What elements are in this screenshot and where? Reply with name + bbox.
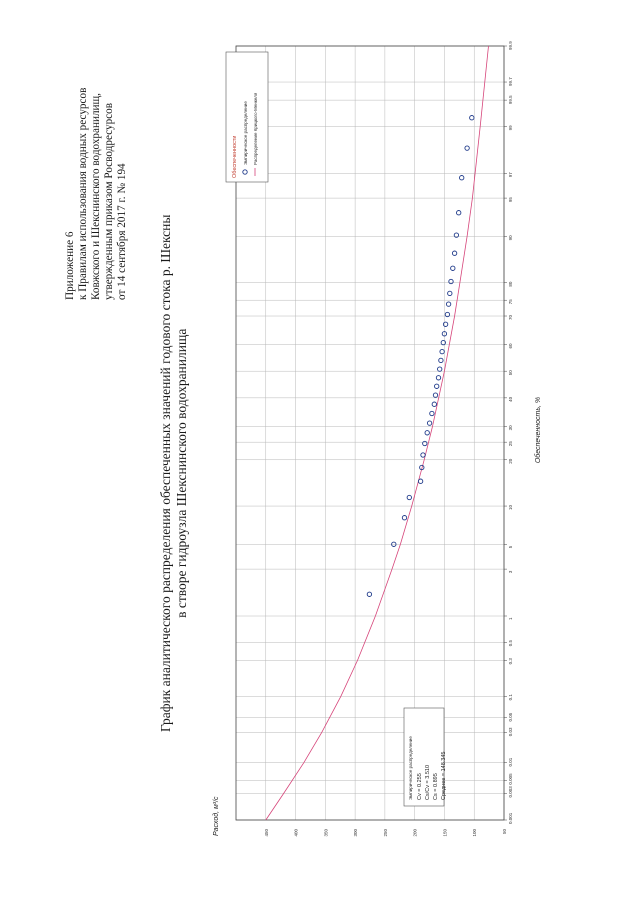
x-tick-label: 20 <box>508 458 513 464</box>
x-tick-label: 10 <box>508 505 513 511</box>
x-tick-label: 3 <box>508 570 513 574</box>
y-axis-label: Расход, м³/с <box>213 796 220 836</box>
theoretical-curve <box>266 46 489 820</box>
empirical-point <box>418 479 422 483</box>
legend-title: Обеспеченности <box>232 135 238 178</box>
appendix-line: к Правилам использования водных ресурсов <box>77 87 89 300</box>
empirical-point <box>448 291 452 295</box>
legend-entry-empirical: Эмпирическое распределение <box>243 101 248 165</box>
empirical-point <box>438 367 442 371</box>
y-tick-label: 100 <box>472 829 478 837</box>
y-tick-label: 50 <box>502 829 507 835</box>
x-tick-label: 0.01 <box>508 757 513 767</box>
x-tick-label: 25 <box>508 441 513 447</box>
y-tick-labels <box>264 829 507 837</box>
x-tick-label: 99.5 <box>508 95 513 105</box>
x-tick-label: 95 <box>508 197 513 203</box>
appendix-line: утвержденным приказом Росводресурсов <box>103 102 115 300</box>
empirical-point <box>470 116 474 120</box>
x-tick-label: 0.03 <box>508 727 513 737</box>
empirical-point <box>435 384 439 388</box>
x-tick-label: 5 <box>508 545 513 549</box>
empirical-point <box>465 146 469 150</box>
empirical-point <box>460 176 464 180</box>
y-tick-label: 200 <box>412 829 418 837</box>
x-tick-label: 0.3 <box>508 658 513 665</box>
empirical-point <box>454 233 458 237</box>
x-tick-label: 0.5 <box>508 639 513 647</box>
stat-cs: Cs = 0.895 <box>433 773 439 800</box>
chart-title-line2: в створе гидроузла Шекснинского водохранилища <box>174 328 189 618</box>
x-tick-label: 99.7 <box>508 77 513 87</box>
x-tick-label: 99.9 <box>508 41 513 50</box>
y-tick-label: 300 <box>353 829 359 837</box>
y-tick-label: 400 <box>293 829 299 837</box>
stats-box <box>404 708 447 806</box>
y-tick-label: 150 <box>442 829 448 837</box>
x-tick-label: 0.003 <box>508 786 513 798</box>
plot-frame <box>236 46 504 820</box>
appendix-line: от 14 сентября 2017 г. № 194 <box>116 163 128 300</box>
empirical-point <box>449 279 453 283</box>
y-tick-label: 250 <box>382 829 388 837</box>
x-tick-label: 0.1 <box>508 694 513 701</box>
empirical-point <box>433 393 437 397</box>
chart-title-line1: График аналитического распределения обеспеченных значений годового стока р. Шексны <box>158 214 173 732</box>
x-tick-labels <box>504 41 513 824</box>
stats-title: Эмпирическое распределение <box>408 736 413 800</box>
empirical-point <box>452 251 456 255</box>
legend-entry-curve: Распределение Крицкого-Менкеля <box>253 92 258 165</box>
empirical-point <box>425 431 429 435</box>
empirical-point <box>407 495 411 499</box>
appendix-line: Приложение 6 <box>64 231 76 300</box>
empirical-point <box>441 340 445 344</box>
x-tick-label: 0.05 <box>508 712 513 722</box>
empirical-point <box>440 349 444 353</box>
empirical-point <box>436 376 440 380</box>
x-tick-label: 60 <box>508 343 513 349</box>
x-tick-label: 40 <box>508 396 513 402</box>
appendix-line: Ковжского и Шекснинского водохранилищ, <box>90 93 102 300</box>
empirical-point <box>439 358 443 362</box>
empirical-point <box>432 402 436 406</box>
x-tick-label: 1 <box>508 617 513 621</box>
x-tick-label: 80 <box>508 281 513 287</box>
empirical-point <box>430 411 434 415</box>
empirical-point <box>457 211 461 215</box>
x-tick-label: 30 <box>508 425 513 431</box>
empirical-point <box>446 302 450 306</box>
x-tick-label: 99 <box>508 125 513 131</box>
empirical-point <box>451 266 455 270</box>
x-tick-label: 0.001 <box>508 812 513 824</box>
x-axis-label: Обеспеченность, % <box>535 396 542 464</box>
chart-grid <box>236 46 504 820</box>
empirical-point <box>402 516 406 520</box>
stat-cv: Cv = 0.255 <box>417 773 423 800</box>
x-tick-label: 50 <box>508 370 513 376</box>
empirical-points <box>367 116 474 597</box>
empirical-point <box>367 592 371 596</box>
legend <box>226 52 268 182</box>
y-tick-label: 350 <box>323 829 329 837</box>
empirical-point <box>421 453 425 457</box>
x-tick-label: 97 <box>508 172 513 178</box>
y-tick-label: 450 <box>263 829 269 837</box>
x-tick-label: 90 <box>508 235 513 241</box>
stat-mean: Среднее = 148.345 <box>441 751 447 800</box>
empirical-point <box>443 322 447 326</box>
x-tick-label: 70 <box>508 314 513 321</box>
x-tick-label: 0.005 <box>508 773 513 785</box>
stat-cs-cv: Cs/Cv = 3.510 <box>425 764 431 800</box>
empirical-point <box>427 421 431 425</box>
x-tick-label: 75 <box>508 299 513 305</box>
